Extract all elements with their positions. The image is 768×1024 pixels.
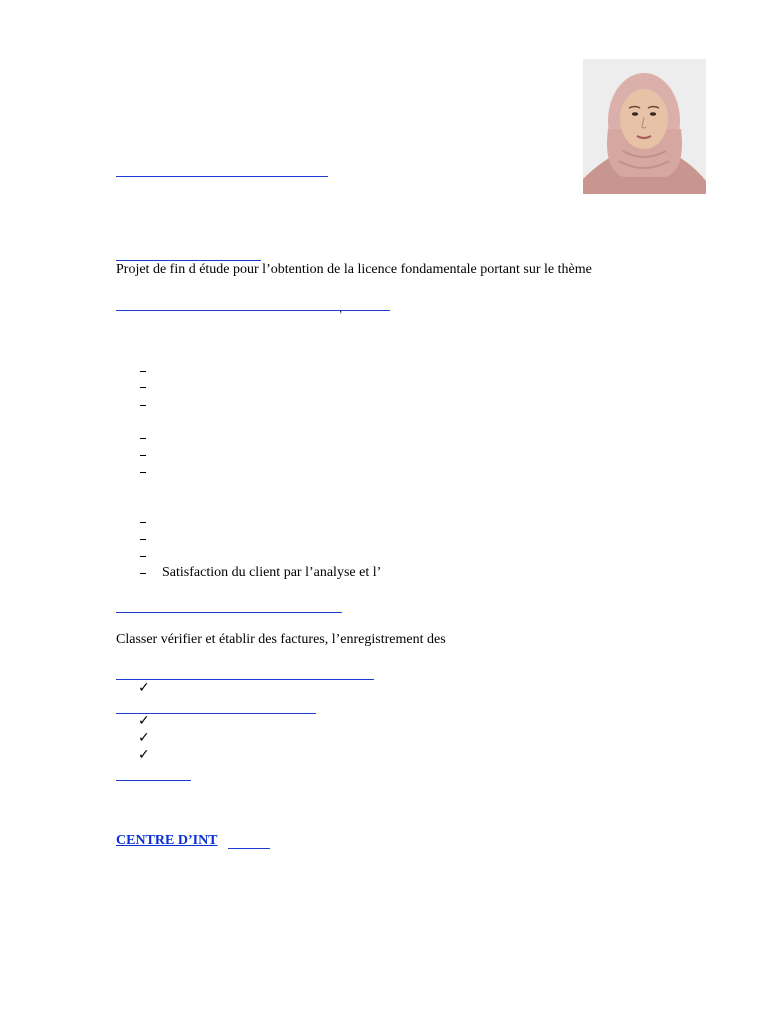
heading-underline-2 (116, 260, 261, 261)
profile-photo-image (583, 59, 706, 194)
list-bullet-3 (140, 405, 146, 406)
heading-underline-5 (116, 679, 374, 680)
heading-underline-3 (116, 310, 390, 311)
invoice-description: Classer vérifier et établir des factures, l’enregistrement des (116, 632, 446, 647)
centre-heading-underline-extension (228, 848, 270, 849)
project-description: Projet de fin d étude pour l’obtention de la licence fondamentale portant sur le thème (116, 262, 592, 277)
heading-underline-1 (116, 176, 328, 177)
check-icon: ✓ (138, 747, 150, 763)
heading-underline-7 (116, 780, 191, 781)
heading-underline-4 (116, 612, 342, 613)
check-icon: ✓ (138, 730, 150, 746)
list-bullet-10 (140, 573, 146, 574)
profile-photo (583, 59, 706, 194)
list-bullet-1 (140, 371, 146, 372)
centre-heading-link[interactable]: CENTRE D’INT (116, 833, 218, 848)
check-icon: ✓ (138, 680, 150, 696)
list-bullet-2 (140, 387, 146, 388)
list-bullet-4 (140, 438, 146, 439)
satisfaction-item: Satisfaction du client par l’analyse et l’ (162, 565, 382, 580)
list-bullet-7 (140, 522, 146, 523)
list-bullet-9 (140, 556, 146, 557)
stray-apostrophe: ’ (339, 310, 343, 321)
list-bullet-6 (140, 472, 146, 473)
list-bullet-8 (140, 539, 146, 540)
list-bullet-5 (140, 455, 146, 456)
check-icon: ✓ (138, 713, 150, 729)
